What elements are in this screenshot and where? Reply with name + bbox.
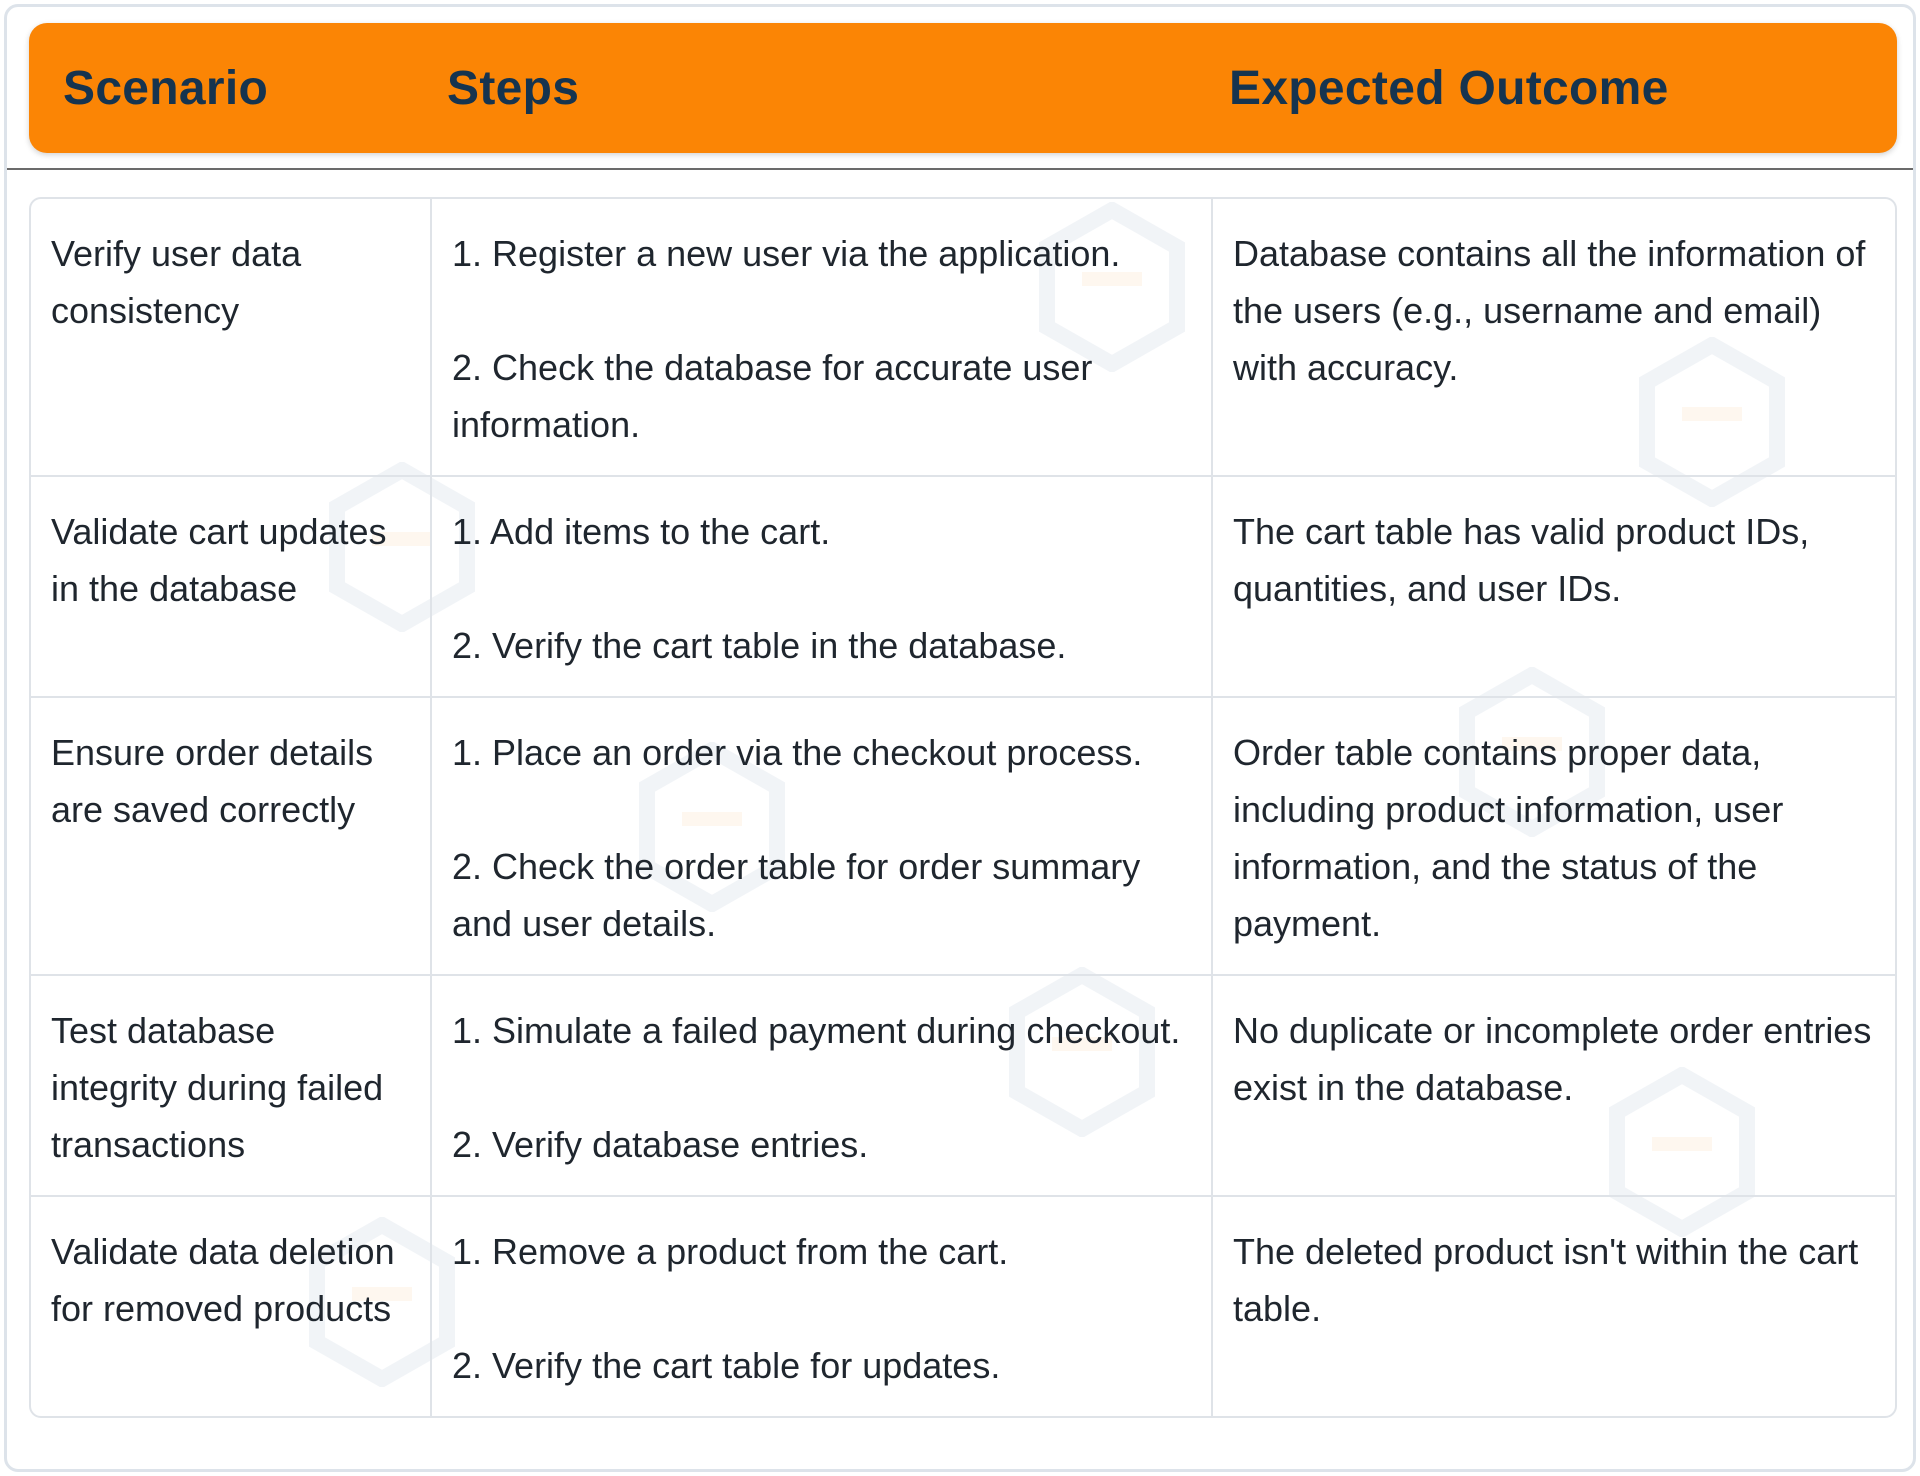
scenario-cell: Test database integrity during failed transactions [31, 976, 432, 1195]
step-text: 2. Verify the cart table in the database. [452, 625, 1067, 666]
outcome-cell: Order table contains proper data, including product information, user information, and the status of the payment. [1233, 732, 1784, 944]
step-text: 2. Verify the cart table for updates. [452, 1345, 1001, 1386]
steps-cell [432, 199, 1213, 475]
outcome-cell: No duplicate or incomplete order entries exist in the database. [1233, 1010, 1872, 1108]
header-steps: Steps [447, 61, 580, 115]
step-text: 2. Check the database for accurate user information. [452, 347, 1093, 445]
outcome-cell: The cart table has valid product IDs, quantities, and user IDs. [1233, 511, 1810, 609]
scenario-cell: Validate cart updates in the database [31, 477, 432, 696]
steps-cell [432, 1197, 1213, 1416]
steps-cell [432, 698, 1213, 974]
table-header [29, 23, 1897, 153]
table-row [31, 199, 1895, 475]
scenario-cell: Verify user data consistency [31, 199, 432, 475]
header-divider [7, 168, 1913, 170]
step-text: 2. Check the order table for order summary and user details. [452, 846, 1141, 944]
step-text: 1. Add items to the cart. [452, 511, 831, 552]
outcome-cell: The deleted product isn't within the cart table. [1233, 1231, 1859, 1329]
scenario-cell: Validate data deletion for removed products [31, 1197, 432, 1416]
header-expected-outcome: Expected Outcome [1229, 61, 1669, 115]
table-card [4, 4, 1916, 1472]
table-row [31, 1195, 1895, 1416]
table-row [31, 696, 1895, 974]
steps-cell [432, 976, 1213, 1195]
outcome-cell: Database contains all the information of the users (e.g., username and email) with accuracy. [1233, 233, 1866, 388]
step-text: 1. Simulate a failed payment during checkout. [452, 1010, 1181, 1051]
step-text: 2. Verify database entries. [452, 1124, 869, 1165]
table-row [31, 475, 1895, 696]
step-text: 1. Register a new user via the application. [452, 233, 1121, 274]
step-text: 1. Place an order via the checkout process. [452, 732, 1143, 773]
header-scenario: Scenario [63, 61, 269, 115]
scenario-cell: Ensure order details are saved correctly [31, 698, 432, 974]
test-scenarios-table [29, 197, 1897, 1418]
steps-cell [432, 477, 1213, 696]
step-text: 1. Remove a product from the cart. [452, 1231, 1009, 1272]
table-row [31, 974, 1895, 1195]
